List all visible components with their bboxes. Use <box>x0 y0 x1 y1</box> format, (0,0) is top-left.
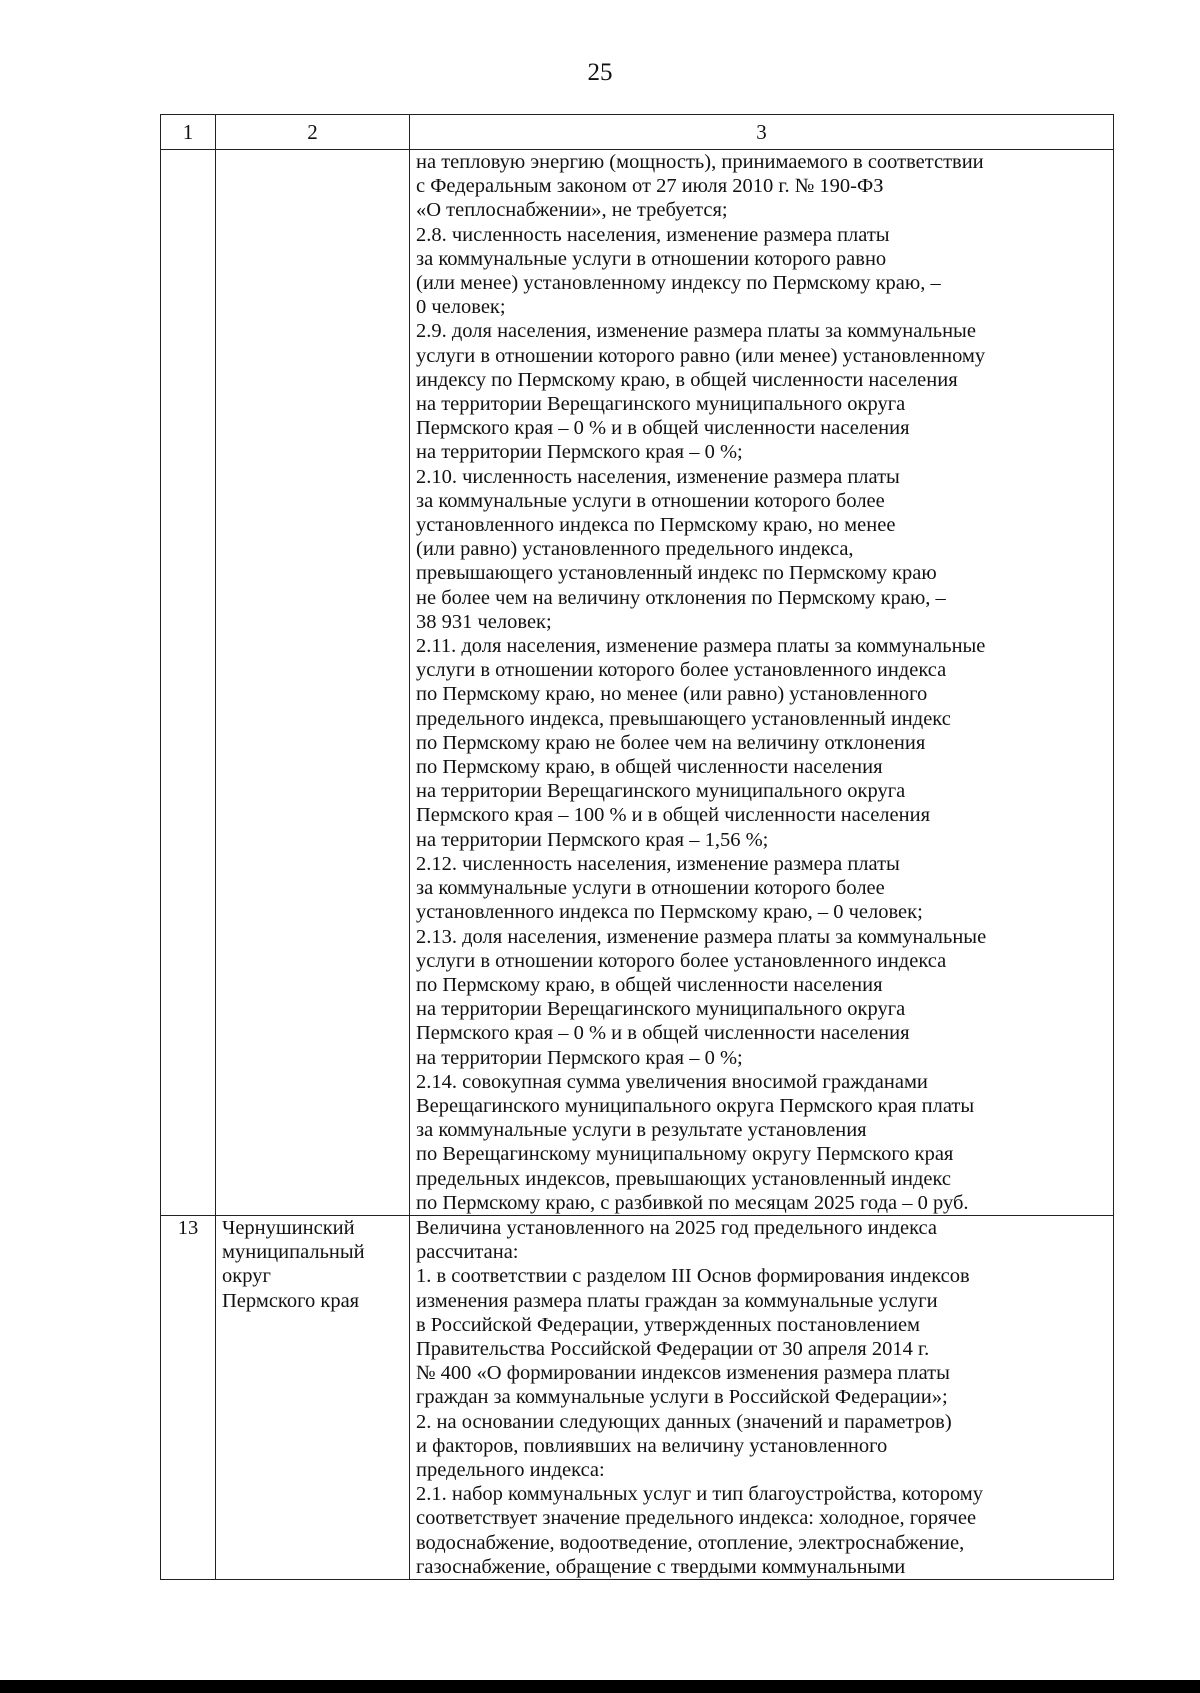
description-line: по Пермскому краю, с разбивкой по месяцам 2025 года – 0 руб. <box>416 1191 969 1214</box>
description-line: на территории Пермского края – 0 %; <box>416 1046 743 1069</box>
description-line: Правительства Российской Федерации от 30 апреля 2014 г. <box>416 1337 930 1360</box>
table-header-row <box>161 115 1114 150</box>
description-line: по Верещагинскому муниципальному округу Пермского края <box>416 1143 954 1166</box>
description-line: на территории Верещагинского муниципального округа <box>416 998 906 1021</box>
description-line: изменения размера платы граждан за коммунальные услуги <box>416 1289 938 1312</box>
table-row-continuation <box>161 150 1114 1216</box>
municipality-name-cell <box>216 150 410 1216</box>
municipality-name-line: Чернушинский <box>222 1216 355 1239</box>
description-line: установленного индекса по Пермскому краю, но менее <box>416 514 896 537</box>
description-line: индексу по Пермскому краю, в общей численности населения <box>416 368 958 391</box>
description-line: водоснабжение, водоотведение, отопление, электроснабжение, <box>416 1531 965 1554</box>
description-line: рассчитана: <box>416 1241 519 1264</box>
description-line: «О теплоснабжении», не требуется; <box>416 199 728 222</box>
description-line: на тепловую энергию (мощность), принимаемого в соответствии <box>416 151 984 173</box>
description-line: Верещагинского муниципального округа Пермского края платы <box>416 1094 975 1117</box>
description-line: превышающего установленный индекс по Пермскому краю <box>416 562 937 585</box>
description-line: 2.11. доля населения, изменение размера платы за коммунальные <box>416 635 986 658</box>
document-table <box>160 114 1114 1580</box>
description-line: Величина установленного на 2025 год предельного индекса <box>416 1216 937 1239</box>
column-header-3: 3 <box>410 115 1114 150</box>
description-line: на территории Верещагинского муниципального округа <box>416 393 906 416</box>
municipality-name-line: Пермского края <box>222 1289 360 1312</box>
municipality-name-line: округ <box>222 1265 271 1288</box>
description-line: с Федеральным законом от 27 июля 2010 г. № 190-ФЗ <box>416 175 884 198</box>
description-line: граждан за коммунальные услуги в Российской Федерации»; <box>416 1386 948 1409</box>
description-line: услуги в отношении которого более установленного индекса <box>416 949 947 972</box>
description-line: 2.10. численность населения, изменение размера платы <box>416 465 900 488</box>
description-line: по Пермскому краю, но менее (или равно) установленного <box>416 683 928 706</box>
description-line: Пермского края – 0 % и в общей численности населения <box>416 417 910 440</box>
description-cell <box>410 1215 1114 1579</box>
description-line: на территории Пермского края – 1,56 %; <box>416 828 769 851</box>
description-line: 2.13. доля населения, изменение размера платы за коммунальные <box>416 925 987 948</box>
description-line: и факторов, повлиявших на величину установленного <box>416 1434 888 1457</box>
description-line: соответствует значение предельного индекса: холодное, горячее <box>416 1507 977 1530</box>
description-line: (или равно) установленного предельного индекса, <box>416 538 854 561</box>
description-line: за коммунальные услуги в отношении которого более <box>416 489 885 512</box>
description-line: в Российской Федерации, утвержденных постановлением <box>416 1313 921 1336</box>
page-number: 25 <box>587 59 613 86</box>
description-cell <box>410 150 1114 1216</box>
description-line: предельного индекса: <box>416 1458 605 1481</box>
description-line: 38 931 человек; <box>416 610 552 633</box>
description-line: 0 человек; <box>416 296 506 319</box>
description-line: по Пермскому краю, в общей численности населения <box>416 756 883 779</box>
description-line: на территории Пермского края – 0 %; <box>416 441 743 464</box>
row-number-cell: 13 <box>161 1215 216 1579</box>
description-line: установленного индекса по Пермскому краю, – 0 человек; <box>416 901 923 924</box>
description-line: 2.9. доля населения, изменение размера платы за коммунальные <box>416 320 976 343</box>
description-line: газоснабжение, обращение с твердыми коммунальными <box>416 1555 906 1578</box>
description-line: по Пермскому краю, в общей численности населения <box>416 973 883 996</box>
description-line: по Пермскому краю не более чем на величину отклонения <box>416 731 926 754</box>
description-line: услуги в отношении которого более установленного индекса <box>416 659 947 682</box>
column-header-1: 1 <box>161 115 216 150</box>
column-header-2: 2 <box>216 115 410 150</box>
municipality-name-line: муниципальный <box>222 1241 365 1264</box>
description-line: предельного индекса, превышающего установленный индекс <box>416 707 951 730</box>
description-line: за коммунальные услуги в результате установления <box>416 1119 867 1142</box>
page-bottom-edge <box>0 1680 1200 1693</box>
row-number-cell <box>161 150 216 1216</box>
description-line: за коммунальные услуги в отношении которого равно <box>416 247 887 270</box>
description-line: не более чем на величину отклонения по Пермскому краю, – <box>416 586 946 609</box>
description-line: 1. в соответствии с разделом III Основ формирования индексов <box>416 1265 970 1288</box>
table-row-13 <box>161 1215 1114 1579</box>
description-line: 2.1. набор коммунальных услуг и тип благоустройства, которому <box>416 1483 984 1506</box>
description-line: (или менее) установленному индексу по Пермскому краю, – <box>416 272 941 295</box>
description-line: 2.14. совокупная сумма увеличения вносимой гражданами <box>416 1070 928 1093</box>
description-line: № 400 «О формировании индексов изменения размера платы <box>416 1362 950 1385</box>
description-line: за коммунальные услуги в отношении которого более <box>416 877 885 900</box>
description-line: 2.12. численность населения, изменение размера платы <box>416 852 900 875</box>
description-line: Пермского края – 0 % и в общей численности населения <box>416 1022 910 1045</box>
description-line: предельных индексов, превышающих установленный индекс <box>416 1167 952 1190</box>
description-line: 2.8. численность населения, изменение размера платы <box>416 223 890 246</box>
description-line: услуги в отношении которого равно (или менее) установленному <box>416 344 986 367</box>
municipality-name-cell <box>216 1215 410 1579</box>
description-line: Пермского края – 100 % и в общей численности населения <box>416 804 931 827</box>
description-line: 2. на основании следующих данных (значений и параметров) <box>416 1410 952 1433</box>
description-line: на территории Верещагинского муниципального округа <box>416 780 906 803</box>
